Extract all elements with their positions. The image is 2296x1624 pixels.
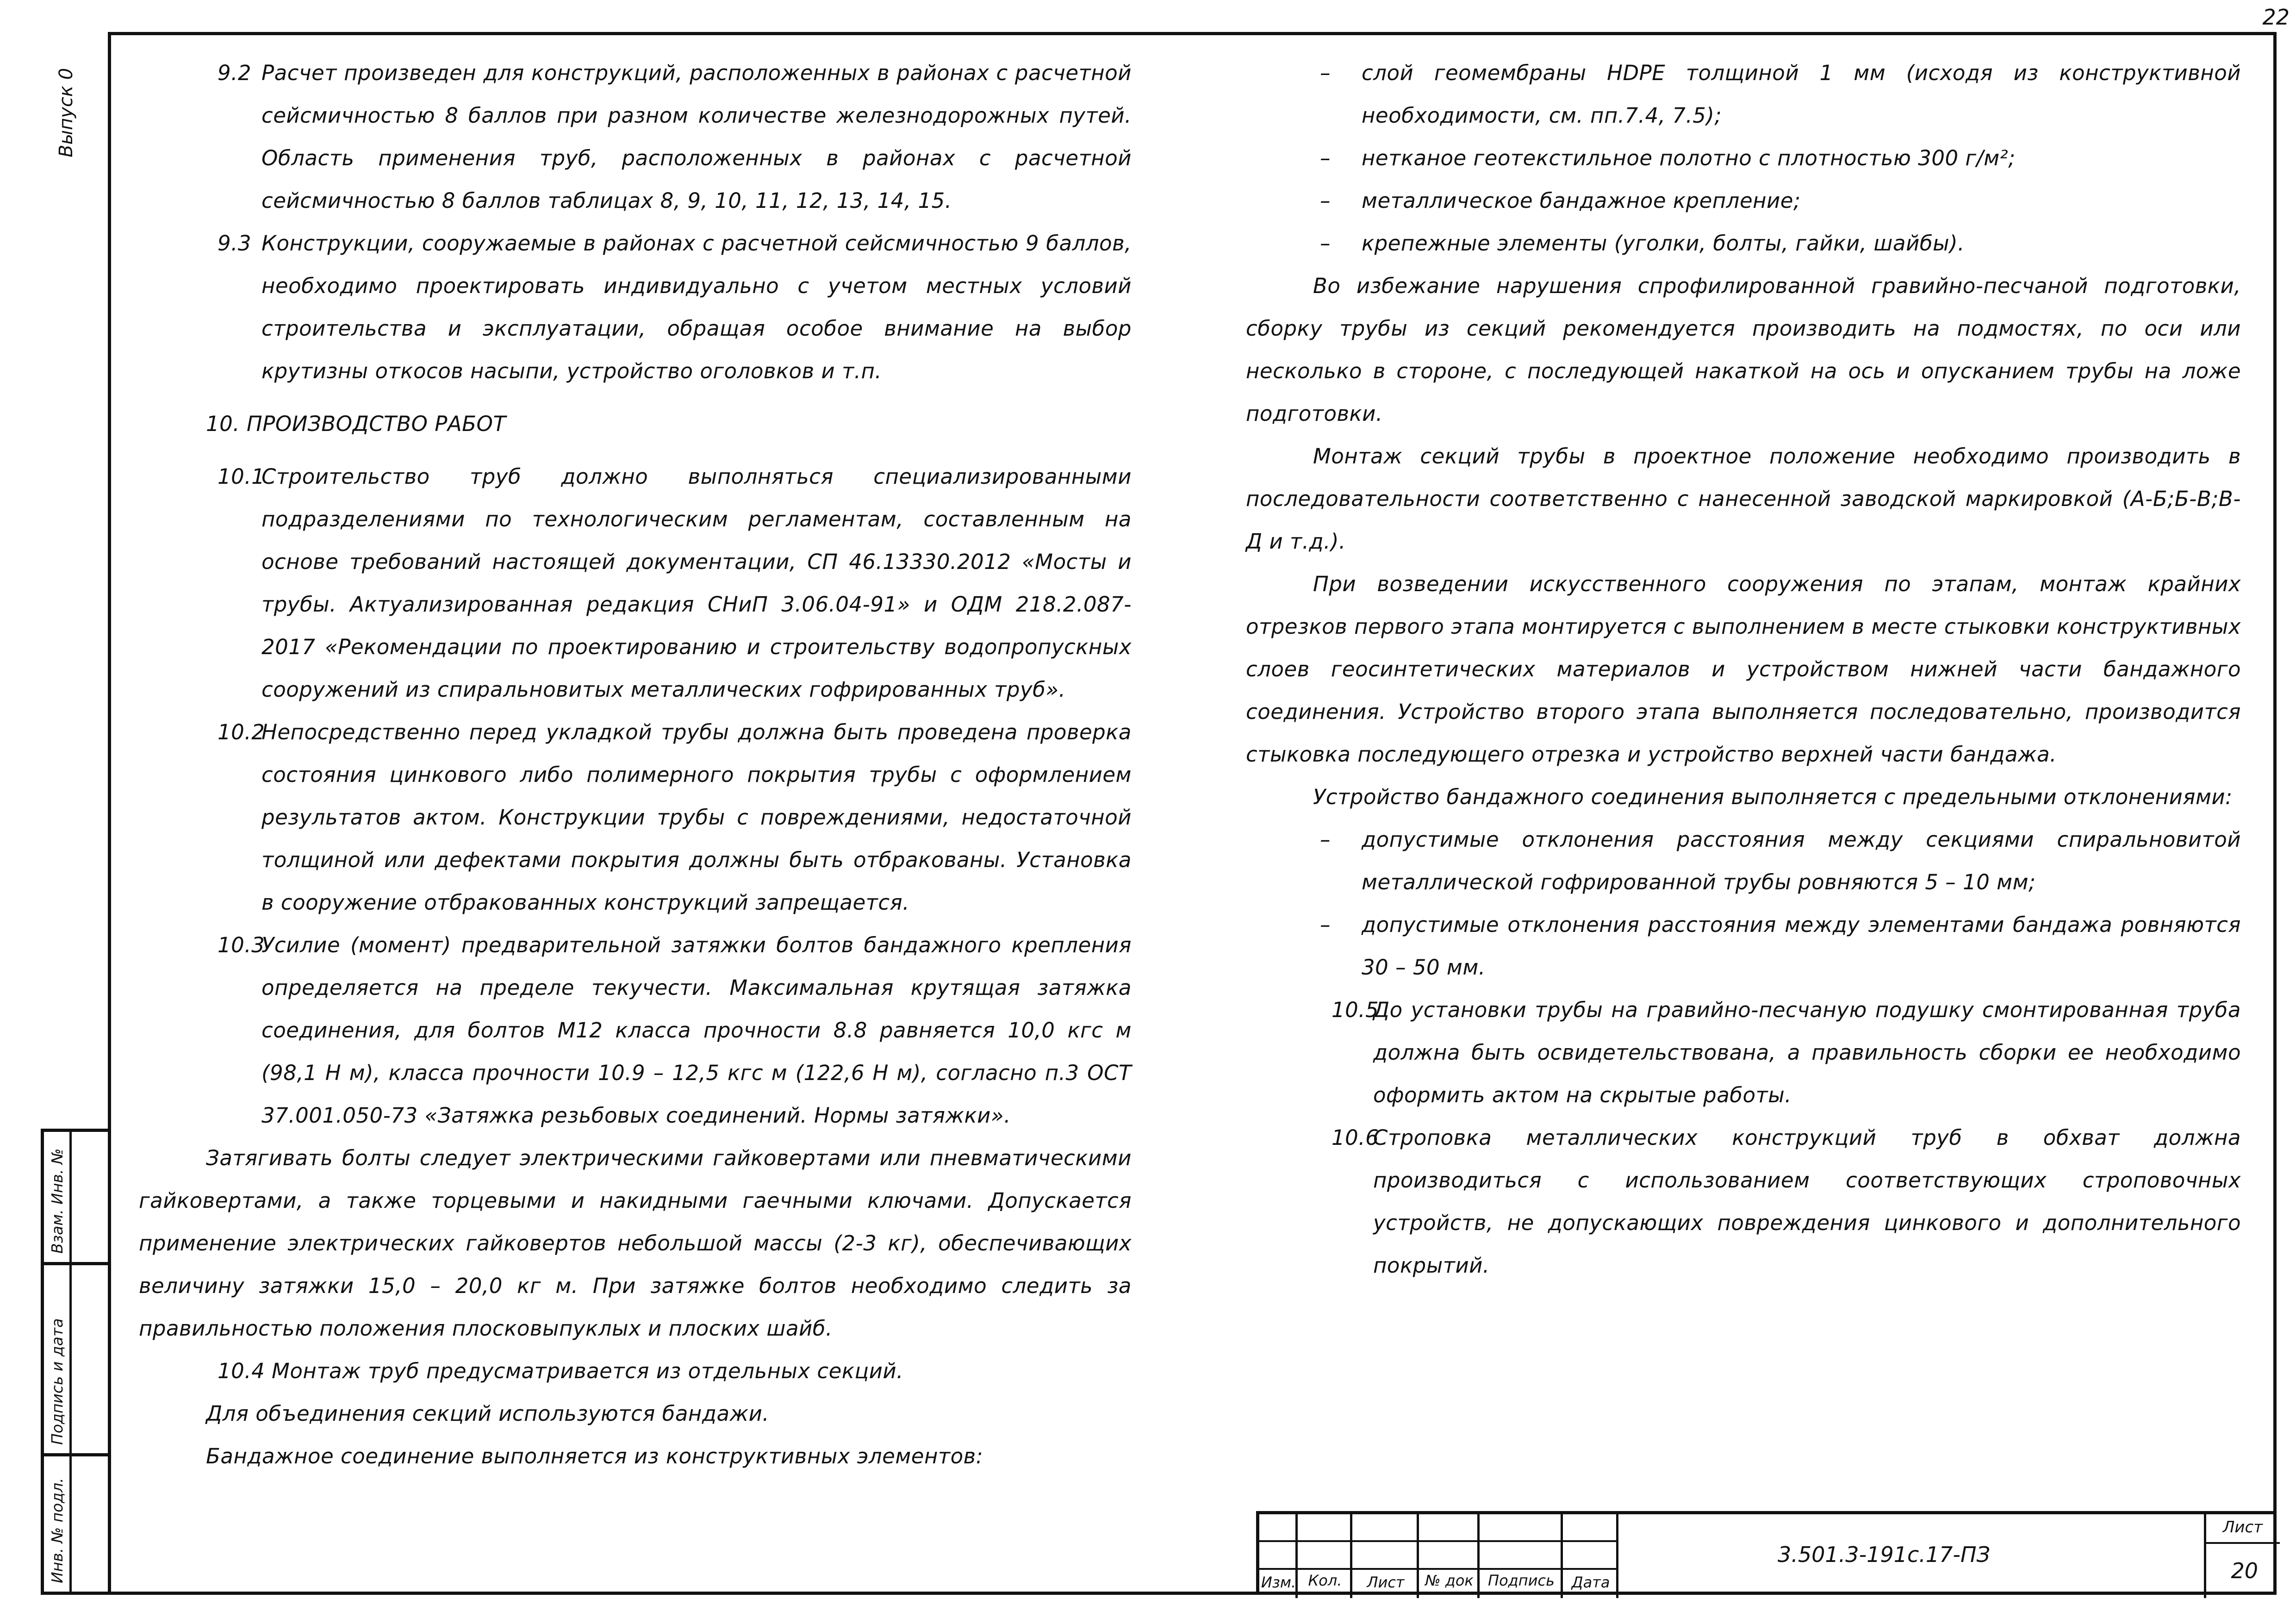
side-stamp-inventory (41, 1453, 108, 1595)
list-item: – допустимые отклонения расстояния между элементами бандажа ровняются 30 – 50 мм. (1320, 912, 2241, 980)
section-heading-10: 10. ПРОИЗВОДСТВО РАБОТ (206, 412, 506, 436)
sheet-label: Лист (2222, 1518, 2263, 1537)
right-column (1246, 52, 2241, 1287)
paragraph-joining: Для объединения секций используются бандажи. (206, 1401, 770, 1426)
list-item: – слой геомембраны HDPE толщиной 1 мм (исходя из конструктивной необходимости, см. пп.7.4, 7.5); (1320, 61, 2241, 128)
side-stamp-label: Подпись и дата (48, 1318, 66, 1445)
sheet-number: 20 (2231, 1558, 2258, 1583)
paragraph-stages: При возведении искусственного сооружения по этапам, монтаж крайних отрезков первого этапа монтируется с выполнением в месте стыковки конструктивных слоев геосинтетических материалов и устройством нижней части бандажного соединения. Устройство второго этапа выполняется последовательно, производится стыковка последующего отрезка и устройство верхней части бандажа. (1246, 572, 2241, 767)
paragraph-mounting: Монтаж секций трубы в проектное положение необходимо производить в последовательности соответственно с нанесенной заводской маркировкой (А-Б;Б-В;В-Д и т.д.). (1246, 444, 2241, 554)
paragraph-9-3: 9.3 Конструкции, сооружаемые в районах с расчетной сейсмичностью 9 баллов, необходимо проектировать индивидуально с учетом местных условий строительства и эксплуатации, обращая особое внимание на выбор крутизны откосов насыпи, устройство оголовков и т.п. (218, 231, 1132, 383)
paragraph-10-3: 10.3 Усилие (момент) предварительной затяжки болтов бандажного крепления определяется на пределе текучести. Максимальная крутящая затяжка соединения, для болтов М12 класса прочности 8.8 равняется 10,0 кгс м (98,1 Н м), класса прочности 10.9 – 12,5 кгс м (122,6 Н м), согласно п.3 ОСТ 37.001.050-73 «Затяжка резьбовых соединений. Нормы затяжки». (218, 933, 1132, 1128)
header-list: Лист (1367, 1574, 1405, 1591)
paragraph-10-5: 10.5 До установки трубы на гравийно-песчаную подушку смонтированная труба должна быть освидетельствована, а правильность сборки ее необходимо оформить актом на скрытые работы. (1332, 998, 2241, 1107)
header-signature: Подпись (1488, 1572, 1555, 1589)
list-item: – крепежные элементы (уголки, болты, гайки, шайбы). (1320, 231, 1965, 256)
left-column (139, 52, 1132, 1478)
list-item: – допустимые отклонения расстояния между секциями спиральновитой металлической гофрированной трубы ровняются 5 – 10 мм; (1320, 827, 2241, 894)
paragraph-deviations: Устройство бандажного соединения выполняется с предельными отклонениями: (1313, 785, 2233, 809)
side-stamp-label: Взам. Инв. № (48, 1148, 66, 1254)
document-code: 3.501.3-191с.17-ПЗ (1778, 1542, 1991, 1567)
header-izm: Изм. (1261, 1574, 1296, 1591)
paragraph-bolts: Затягивать болты следует электрическими гайковертами или пневматическими гайковертами, а также торцевыми и накидными гаечными ключами. Допускается применение электрических гайковертов небольшой массы (2-3 кг), обеспечивающих величину затяжки 15,0 – 20,0 кг м. При затяжке болтов необходимо следить за правильностью положения плосковыпуклых и плоских шайб. (139, 1146, 1132, 1341)
header-doc: № док (1425, 1572, 1474, 1589)
issue-label: Выпуск 0 (56, 68, 77, 157)
paragraph-10-1: 10.1 Строительство труб должно выполняться специализированными подразделениями по технологическим регламентам, составленным на основе требований настоящей документации, СП 46.13330.2012 «Мосты и трубы. Актуализированная редакция СНиП 3.06.04-91» и ОДМ 218.2.087-2017 «Рекомендации по проектированию и строительству водопропускных сооружений из спиральновитых металлических гофрированных труб». (218, 464, 1132, 702)
page-corner-number: 22 (2262, 5, 2290, 30)
side-stamp-signature (41, 1262, 108, 1456)
title-block (1256, 1511, 2277, 1595)
list-item: – нетканое геотекстильное полотно с плотностью 300 г/м²; (1320, 146, 2016, 170)
paragraph-10-4: 10.4 Монтаж труб предусматривается из отдельных секций. (218, 1359, 903, 1383)
paragraph-assembly: Во избежание нарушения спрофилированной гравийно-песчаной подготовки, сборку трубы из секций рекомендуется производить на подмостях, по оси или несколько в стороне, с последующей накаткой на ось и опусканием трубы на ложе подготовки. (1246, 274, 2241, 426)
list-item: – металлическое бандажное крепление; (1320, 188, 1801, 213)
header-date: Дата (1571, 1574, 1610, 1591)
paragraph-10-6: 10.6 Строповка металлических конструкций труб в обхват должна производиться с использованием соответствующих строповочных устройств, не допускающих повреждения цинкового и дополнительного покрытий. (1332, 1125, 2241, 1278)
side-stamp-label: Инв. № подл. (48, 1478, 66, 1583)
paragraph-band-elements: Бандажное соединение выполняется из конструктивных элементов: (206, 1444, 983, 1468)
paragraph-10-2: 10.2 Непосредственно перед укладкой трубы должна быть проведена проверка состояния цинкового либо полимерного покрытия трубы с оформлением результатов актом. Конструкции трубы с повреждениями, недостаточной толщиной или дефектами покрытия должны быть отбракованы. Установка в сооружение отбракованных конструкций запрещается. (218, 720, 1132, 915)
paragraph-9-2: 9.2 Расчет произведен для конструкций, расположенных в районах с расчетной сейсмичностью 8 баллов при разном количестве железнодорожных путей. Область применения труб, расположенных в районах с расчетной сейсмичностью 8 баллов таблицах 8, 9, 10, 11, 12, 13, 14, 15. (218, 61, 1132, 213)
header-kol: Кол. (1308, 1572, 1342, 1589)
side-stamp-replace (41, 1129, 108, 1265)
